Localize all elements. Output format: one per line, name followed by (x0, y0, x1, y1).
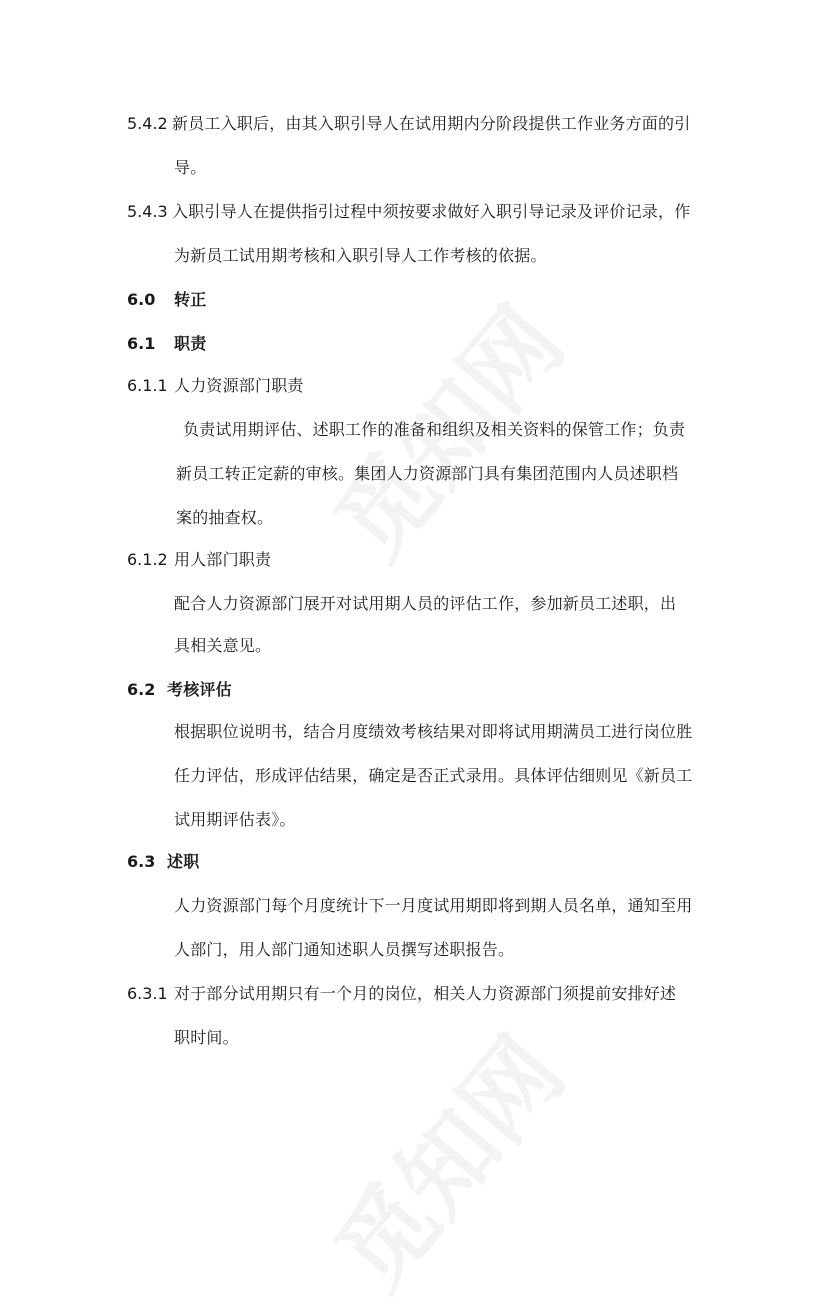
section-heading: 转正 (174, 290, 207, 309)
section-number: 6.1.2 (127, 550, 168, 569)
paragraph-line: 入职引导人在提供指引过程中须按要求做好入职引导记录及评价记录，作 (172, 202, 691, 221)
paragraph-line: 导。 (174, 158, 207, 177)
paragraph-line: 人力资源部门每个月度统计下一月度试用期即将到期人员名单，通知至用 (174, 896, 693, 915)
section-heading: 述职 (167, 852, 200, 871)
paragraph-line: 任力评估，形成评估结果，确定是否正式录用。具体评估细则见《新员工 (174, 766, 693, 785)
paragraph-line: 职时间。 (174, 1028, 239, 1047)
section-number: 6.3.1 (127, 984, 168, 1003)
section-number: 6.1.1 (127, 376, 168, 395)
paragraph-line: 新员工入职后，由其入职引导人在试用期内分阶段提供工作业务方面的引 (172, 114, 691, 133)
section-number: 6.0 (127, 290, 156, 309)
paragraph-line: 案的抽查权。 (176, 508, 274, 527)
section-number: 6.2 (127, 680, 156, 699)
paragraph-line: 对于部分试用期只有一个月的岗位，相关人力资源部门须提前安排好述 (174, 984, 677, 1003)
paragraph-line: 配合人力资源部门展开对试用期人员的评估工作，参加新员工述职，出 (174, 594, 677, 613)
paragraph-line: 根据职位说明书，结合月度绩效考核结果对即将试用期满员工进行岗位胜 (174, 722, 693, 741)
subsection-heading: 用人部门职责 (174, 550, 272, 569)
paragraph-line: 新员工转正定薪的审核。集团人力资源部门具有集团范围内人员述职档 (176, 464, 679, 483)
subsection-heading: 人力资源部门职责 (174, 376, 304, 395)
section-number: 6.1 (127, 334, 156, 353)
section-heading: 职责 (174, 334, 207, 353)
section-number: 5.4.2 (127, 114, 168, 133)
paragraph-line: 为新员工试用期考核和入职引导人工作考核的依据。 (174, 246, 547, 265)
paragraph-line: 试用期评估表》。 (174, 810, 296, 829)
paragraph-line: 具相关意见。 (174, 636, 272, 655)
paragraph-line: 负责试用期评估、述职工作的准备和组织及相关资料的保管工作；负责 (183, 420, 686, 439)
section-heading: 考核评估 (167, 680, 232, 699)
paragraph-line: 人部门，用人部门通知述职人员撰写述职报告。 (174, 940, 515, 959)
section-number: 6.3 (127, 852, 156, 871)
section-number: 5.4.3 (127, 202, 168, 221)
watermark-bottom (299, 1004, 589, 1313)
